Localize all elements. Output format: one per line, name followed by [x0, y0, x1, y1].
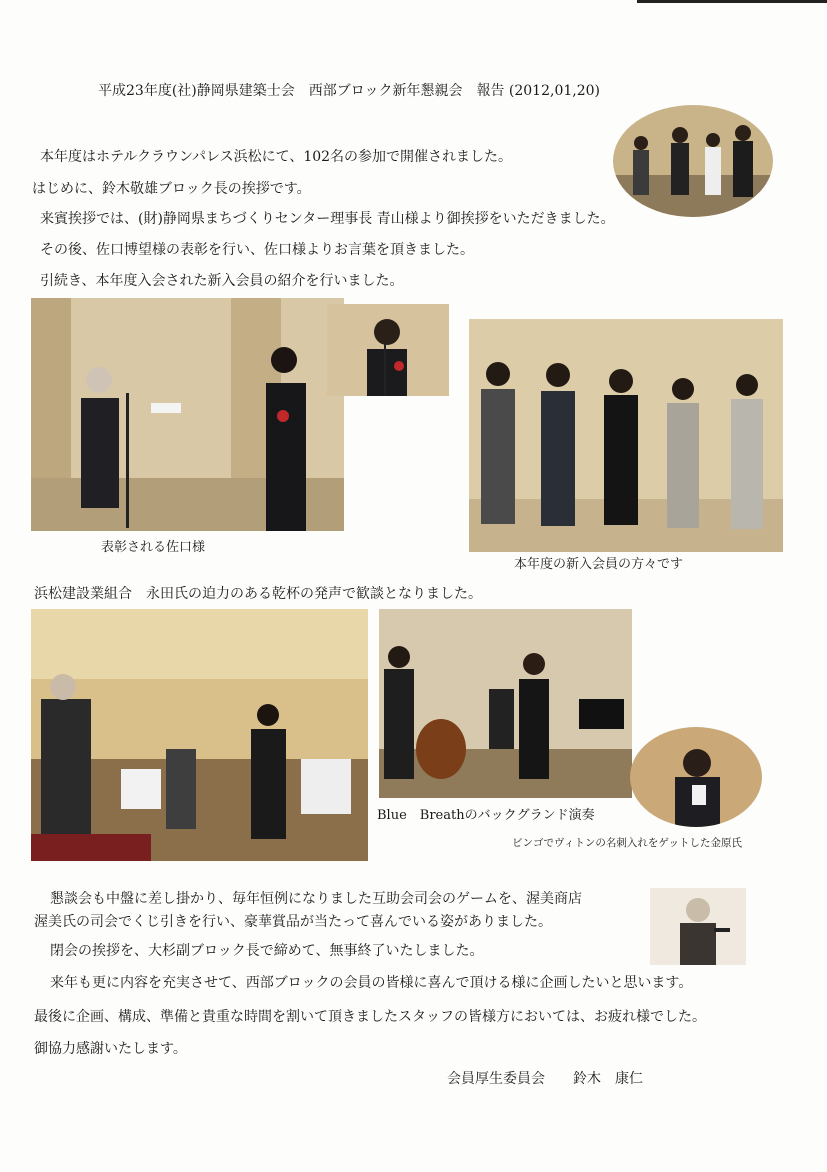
toast-line: 浜松建設業組合 永田氏の迫力のある乾杯の発声で歓談となりました。 — [34, 586, 482, 602]
photo-closing-speaker — [650, 888, 746, 965]
intro-line-5: 引続き、本年度入会された新入会員の紹介を行いました。 — [40, 273, 404, 289]
photo-bingo-winner-oval — [630, 727, 762, 827]
page-title: 平成23年度(社)静岡県建築士会 西部ブロック新年懇親会 報告 (2012,01,20) — [98, 83, 600, 99]
intro-line-2: はじめに、鈴木敬雄ブロック長の挨拶です。 — [32, 181, 311, 197]
photo-greeting-oval — [613, 105, 773, 217]
caption-bingo: ビンゴでヴィトンの名刺入れをゲットした金原氏 — [512, 837, 742, 849]
photo-band — [379, 609, 632, 798]
photo-new-members — [469, 319, 783, 552]
intro-line-4: その後、佐口博望様の表彰を行い、佐口様よりお言葉を頂きました。 — [40, 242, 474, 258]
intro-line-3: 来賓挨拶では、(財)静岡県まちづくりセンター理事長 青山様より御挨拶をいただきました。 — [40, 211, 615, 227]
closing-line-4: 来年も更に内容を充実させて、西部ブロックの会員の皆様に喜んで頂ける様に企画したいと思います。 — [50, 975, 693, 991]
closing-line-2: 渥美氏の司会でくじ引きを行い、豪華賞品が当たって喜んでいる姿がありました。 — [34, 914, 552, 930]
photo-speaker-inset — [327, 304, 449, 396]
caption-new-members: 本年度の新入会員の方々です — [514, 557, 684, 572]
closing-line-1: 懇談会も中盤に差し掛かり、毎年恒例になりました互助会司会のゲームを、渥美商店 — [50, 891, 582, 907]
signature: 会員厚生委員会 鈴木 康仁 — [447, 1071, 643, 1087]
photo-toast — [31, 609, 368, 861]
closing-line-6: 御協力感謝いたします。 — [34, 1041, 187, 1057]
photo-award-ceremony — [31, 298, 344, 531]
scan-edge-mark — [637, 0, 827, 3]
intro-line-1: 本年度はホテルクラウンパレス浜松にて、102名の参加で開催されました。 — [40, 149, 513, 165]
caption-band: Blue Breathのバックグランド演奏 — [377, 808, 595, 823]
caption-award: 表彰される佐口様 — [101, 540, 206, 555]
closing-line-5: 最後に企画、構成、準備と貴重な時間を割いて頂きましたスタッフの皆様方においては、お疲れ様でした。 — [34, 1009, 706, 1025]
closing-line-3: 閉会の挨拶を、大杉副ブロック長で締めて、無事終了いたしました。 — [50, 943, 484, 959]
